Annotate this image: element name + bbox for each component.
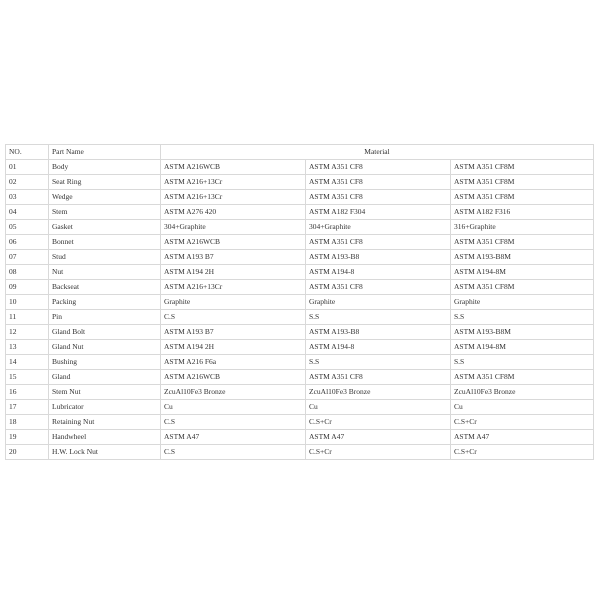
cell-part-name: Body [49, 160, 161, 175]
cell-part-name: Seat Ring [49, 175, 161, 190]
table-row [6, 415, 594, 430]
cell-part-name: Wedge [49, 190, 161, 205]
materials-table [5, 144, 594, 460]
table-row [6, 160, 594, 175]
cell-material-2: ASTM A351 CF8 [306, 235, 451, 250]
cell-part-name: Stem Nut [49, 385, 161, 400]
cell-part-name: Nut [49, 265, 161, 280]
cell-part-name: Retaining Nut [49, 415, 161, 430]
cell-material-3: C.S+Cr [451, 415, 594, 430]
cell-part-name: Gland Bolt [49, 325, 161, 340]
cell-material-2: 304+Graphite [306, 220, 451, 235]
cell-part-name: Packing [49, 295, 161, 310]
cell-material-3: ASTM A47 [451, 430, 594, 445]
cell-material-1: ASTM A193 B7 [161, 325, 306, 340]
cell-part-name: Gasket [49, 220, 161, 235]
cell-material-1: ASTM A216WCB [161, 160, 306, 175]
table-row [6, 355, 594, 370]
cell-no: 07 [6, 250, 49, 265]
cell-no: 03 [6, 190, 49, 205]
table-row [6, 235, 594, 250]
cell-material-1: ASTM A216+13Cr [161, 280, 306, 295]
cell-material-3: ASTM A351 CF8M [451, 160, 594, 175]
table-row [6, 265, 594, 280]
cell-no: 13 [6, 340, 49, 355]
table-row [6, 295, 594, 310]
table-body [6, 160, 594, 460]
cell-no: 04 [6, 205, 49, 220]
table-row [6, 310, 594, 325]
cell-material-2: ASTM A194-8 [306, 265, 451, 280]
cell-material-2: C.S+Cr [306, 415, 451, 430]
cell-material-1: ASTM A216WCB [161, 235, 306, 250]
cell-material-2: ASTM A182 F304 [306, 205, 451, 220]
cell-material-1: ASTM A194 2H [161, 340, 306, 355]
cell-material-3: ZcuAl10Fe3 Bronze [451, 385, 594, 400]
cell-part-name: Stud [49, 250, 161, 265]
cell-no: 15 [6, 370, 49, 385]
cell-part-name: Handwheel [49, 430, 161, 445]
cell-part-name: Backseat [49, 280, 161, 295]
cell-material-1: 304+Graphite [161, 220, 306, 235]
cell-no: 20 [6, 445, 49, 460]
cell-material-3: ASTM A351 CF8M [451, 235, 594, 250]
cell-material-1: ZcuAl10Fe3 Bronze [161, 385, 306, 400]
cell-material-2: ASTM A47 [306, 430, 451, 445]
header-material: Material [161, 145, 594, 160]
cell-material-1: C.S [161, 310, 306, 325]
cell-material-2: S.S [306, 310, 451, 325]
cell-part-name: Bushing [49, 355, 161, 370]
cell-material-3: ASTM A182 F316 [451, 205, 594, 220]
cell-part-name: Bonnet [49, 235, 161, 250]
table-row [6, 325, 594, 340]
table-row [6, 220, 594, 235]
cell-material-1: Graphite [161, 295, 306, 310]
cell-material-2: S.S [306, 355, 451, 370]
cell-no: 11 [6, 310, 49, 325]
cell-material-1: ASTM A216+13Cr [161, 175, 306, 190]
table-row [6, 280, 594, 295]
cell-no: 06 [6, 235, 49, 250]
cell-material-2: ASTM A351 CF8 [306, 175, 451, 190]
table-row [6, 190, 594, 205]
cell-material-3: Graphite [451, 295, 594, 310]
cell-part-name: H.W. Lock Nut [49, 445, 161, 460]
cell-material-2: ASTM A193-B8 [306, 325, 451, 340]
cell-no: 02 [6, 175, 49, 190]
cell-material-1: ASTM A216+13Cr [161, 190, 306, 205]
cell-material-3: ASTM A194-8M [451, 265, 594, 280]
cell-material-2: ASTM A351 CF8 [306, 370, 451, 385]
cell-no: 19 [6, 430, 49, 445]
cell-no: 10 [6, 295, 49, 310]
cell-material-3: ASTM A351 CF8M [451, 190, 594, 205]
table-row [6, 385, 594, 400]
cell-no: 09 [6, 280, 49, 295]
cell-material-1: C.S [161, 445, 306, 460]
cell-material-1: C.S [161, 415, 306, 430]
table-row [6, 445, 594, 460]
cell-no: 01 [6, 160, 49, 175]
table-row [6, 340, 594, 355]
cell-material-1: ASTM A216 F6a [161, 355, 306, 370]
table-row [6, 175, 594, 190]
cell-no: 14 [6, 355, 49, 370]
cell-material-3: S.S [451, 310, 594, 325]
cell-part-name: Gland [49, 370, 161, 385]
cell-material-2: ASTM A351 CF8 [306, 160, 451, 175]
header-part-name: Part Name [49, 145, 161, 160]
cell-no: 05 [6, 220, 49, 235]
cell-material-1: ASTM A276 420 [161, 205, 306, 220]
cell-material-3: ASTM A351 CF8M [451, 370, 594, 385]
cell-material-3: ASTM A351 CF8M [451, 175, 594, 190]
cell-material-3: ASTM A193-B8M [451, 250, 594, 265]
cell-material-3: ASTM A194-8M [451, 340, 594, 355]
cell-material-3: S.S [451, 355, 594, 370]
cell-material-3: 316+Graphite [451, 220, 594, 235]
cell-material-1: ASTM A47 [161, 430, 306, 445]
cell-material-2: ASTM A351 CF8 [306, 280, 451, 295]
cell-material-2: ASTM A193-B8 [306, 250, 451, 265]
table-row [6, 205, 594, 220]
cell-no: 08 [6, 265, 49, 280]
header-no: NO. [6, 145, 49, 160]
cell-material-2: C.S+Cr [306, 445, 451, 460]
cell-part-name: Lubricator [49, 400, 161, 415]
cell-part-name: Gland Nut [49, 340, 161, 355]
cell-material-3: ASTM A193-B8M [451, 325, 594, 340]
cell-material-3: C.S+Cr [451, 445, 594, 460]
cell-material-2: ZcuAl10Fe3 Bronze [306, 385, 451, 400]
cell-material-1: ASTM A194 2H [161, 265, 306, 280]
cell-material-2: Graphite [306, 295, 451, 310]
table-row [6, 400, 594, 415]
cell-material-1: ASTM A193 B7 [161, 250, 306, 265]
cell-material-2: ASTM A351 CF8 [306, 190, 451, 205]
cell-material-1: ASTM A216WCB [161, 370, 306, 385]
cell-part-name: Pin [49, 310, 161, 325]
cell-no: 17 [6, 400, 49, 415]
cell-no: 12 [6, 325, 49, 340]
cell-no: 16 [6, 385, 49, 400]
cell-no: 18 [6, 415, 49, 430]
table-row [6, 250, 594, 265]
cell-material-2: ASTM A194-8 [306, 340, 451, 355]
cell-material-3: Cu [451, 400, 594, 415]
cell-material-3: ASTM A351 CF8M [451, 280, 594, 295]
table-row [6, 370, 594, 385]
cell-material-2: Cu [306, 400, 451, 415]
cell-material-1: Cu [161, 400, 306, 415]
table-header-row [6, 145, 594, 160]
cell-part-name: Stem [49, 205, 161, 220]
table-row [6, 430, 594, 445]
